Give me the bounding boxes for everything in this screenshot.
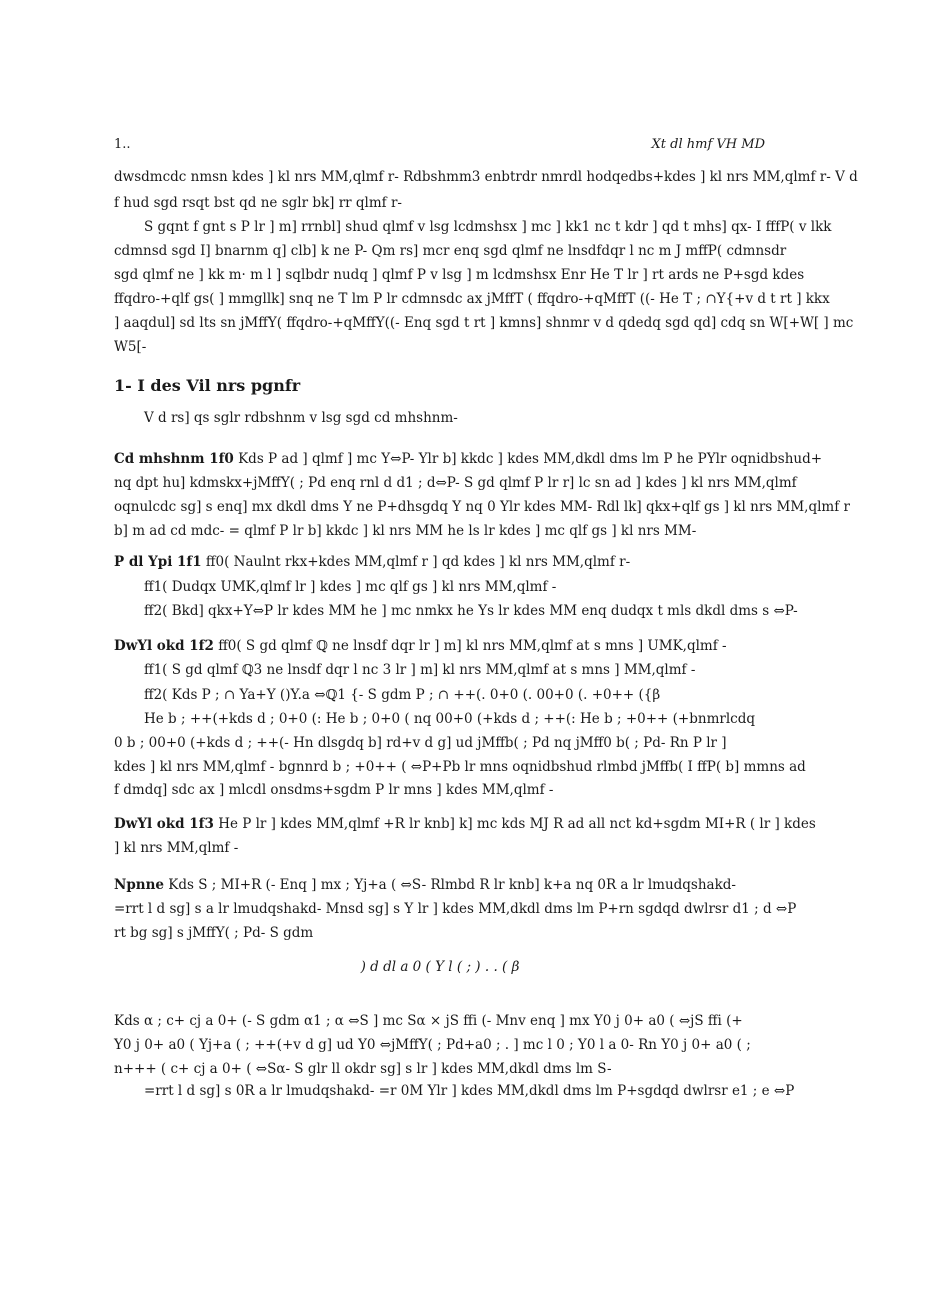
example2-item: ff2( Kds P ; ∩ Ya+Y ()Y.a ⇔ℚ1 {- S gdm P ; ∩ ++(. 0+0 (. 00+0 (. +0++ ({β: [144, 687, 661, 703]
example2-label: DwYl okd 1f2: [114, 638, 214, 654]
definition-line: Cd mhshnm 1f0 Kds P ad ] qlmf ] mc Y⇔P- Ylr b] kkdc ] kdes MM,dkdl dms lm P he PYlr oqnidbshud+: [114, 451, 823, 467]
example2-line: 0 b ; 00+0 (+kds d ; ++(- Hn dlsgdq b] rd+v d g] ud jMffb( ; Pd nq jMff0 b( ; Pd- Rn P lr ]: [114, 735, 727, 751]
example-item: ff2( Bkd] qkx+Y⇔P lr kdes MM he ] mc nmkx he Ys lr kdes MM enq dudqx t mls dkdl dms s ⇔P-: [144, 603, 798, 619]
proof-line: n+++ ( c+ cj a 0+ ( ⇔Sα- S glr ll okdr sg] s lr ] kdes MM,dkdl dms lm S-: [114, 1061, 612, 1077]
section-title: I des Vil nrs pgnfr: [137, 376, 301, 395]
example-item: ff1( Dudqx UMK,qlmf lr ] kdes ] mc qlf gs ] kl nrs MM,qlmf -: [144, 579, 557, 595]
example3-line: DwYl okd 1f3 He P lr ] kdes MM,qlmf +R lr knb] k] mc kds MJ R ad all nct kd+sgdm MI+R ( lr ] kdes: [114, 816, 816, 832]
example3-line: ] kl nrs MM,qlmf -: [114, 840, 239, 856]
example2-line: He b ; ++(+kds d ; 0+0 (: He b ; 0+0 ( nq 00+0 (+kds d ; ++(: He b ; +0++ (+bnmrlcdq: [144, 711, 755, 727]
intro-line: f hud sgd rsqt bst qd ne sglr bk] rr qlmf r-: [114, 195, 402, 211]
proof-line: rt bg sg] s jMffY( ; Pd- S gdm: [114, 925, 314, 941]
intro-line: ffqdro-+qlf gs( ] mmgllk] snq ne T lm P lr cdmnsdc ax jMffT ( ffqdro-+qMffT ((- He T ; ∩Y{+v d t rt ] kkx: [114, 291, 830, 307]
example-line: P dl Ypi 1f1 ff0( Naulnt rkx+kdes MM,qlmf r ] qd kdes ] kl nrs MM,qlmf r-: [114, 554, 631, 570]
example2-line: DwYl okd 1f2 ff0( S gd qlmf ℚ ne lnsdf dqr lr ] m] kl nrs MM,qlmf at s mns ] UMK,qlmf -: [114, 638, 727, 654]
proof-line: Kds α ; c+ cj a 0+ (- S gdm α1 ; α ⇔S ] mc Sα × jS ffi (- Mnv enq ] mx Y0 j 0+ a0 ( ⇔jS ffi (+: [114, 1013, 743, 1029]
running-title: Xt dl hmf VH MD: [651, 137, 765, 152]
proof-label: Npnne: [114, 877, 164, 893]
page-number: 1..: [114, 137, 131, 152]
example3-label: DwYl okd 1f3: [114, 816, 214, 832]
intro-line: W5[-: [114, 339, 147, 355]
intro-line: S gqnt f gnt s P lr ] m] rrnbl] shud qlmf v lsg lcdmshsx ] mc ] kk1 nc t kdr ] qd t mhs] qx- I fffP( v lkk: [144, 219, 832, 235]
intro-line: ] aaqdul] sd lts sn jMffY( ffqdro-+qMffY((- Enq sgd t rt ] kmns] shnmr v d qdedq sgd qd] cdq sn W[+W[ ] mc: [114, 315, 854, 331]
proof-line: =rrt l d sg] s a lr lmudqshakd- Mnsd sg] s Y lr ] kdes MM,dkdl dms lm P+rn sgdqd dwlrsr d1 ; d ⇔P: [114, 901, 797, 917]
section-heading: [114, 376, 300, 395]
proof-line: =rrt l d sg] s 0R a lr lmudqshakd- =r 0M Ylr ] kdes MM,dkdl dms lm P+sgdqd dwlrsr e1 ; e ⇔P: [144, 1083, 795, 1099]
definition-line: nq dpt hu] kdmskx+jMffY( ; Pd enq rnl d d1 ; d⇔P- S gd qlmf P lr r] lc sn ad ] kdes ] kl nrs MM,qlmf: [114, 475, 797, 491]
example2-line: kdes ] kl nrs MM,qlmf - bgnnrd b ; +0++ ( ⇔P+Pb lr mns oqnidbshud rlmbd jMffb( I ffP( b] mmns ad: [114, 759, 806, 775]
definition-line: oqnulcdc sg] s enq] mx dkdl dms Y ne P+dhsgdq Y nq 0 Ylr kdes MM- Rdl lk] qkx+qlf gs ] kl nrs MM,qlmf r: [114, 499, 850, 515]
section-number: 1-: [114, 376, 132, 395]
proof-line: Npnne Kds S ; MI+R (- Enq ] mx ; Yj+a ( ⇔S- Rlmbd R lr knb] k+a nq 0R a lr lmudqshakd-: [114, 877, 736, 893]
display-equation: ) d dl a 0 ( Y l ( ; ) . . ( β: [360, 959, 520, 975]
intro-line: dwsdmcdc nmsn kdes ] kl nrs MM,qlmf r- Rdbshmm3 enbtrdr nmrdl hodqedbs+kdes ] kl nrs MM,qlmf r- V d: [114, 169, 858, 185]
example-label: P dl Ypi 1f1: [114, 554, 202, 570]
example2-item: ff1( S gd qlmf ℚ3 ne lnsdf dqr l nc 3 lr ] m] kl nrs MM,qlmf at s mns ] MM,qlmf -: [144, 662, 696, 678]
proof-line: Y0 j 0+ a0 ( Yj+a ( ; ++(+v d g] ud Y0 ⇔jMffY( ; Pd+a0 ; . ] mc l 0 ; Y0 l a 0- Rn Y0 j 0+ a0 ( ;: [114, 1037, 751, 1053]
definition-label: Cd mhshnm 1f0: [114, 451, 234, 467]
section-intro: V d rs] qs sglr rdbshnm v lsg sgd cd mhshnm-: [144, 410, 458, 426]
example2-line: f dmdq] sdc ax ] mlcdl onsdms+sgdm P lr mns ] kdes MM,qlmf -: [114, 782, 554, 798]
definition-line: b] m ad cd mdc- = qlmf P lr b] kkdc ] kl nrs MM he ls lr kdes ] mc qlf gs ] kl nrs MM-: [114, 523, 697, 539]
intro-line: sgd qlmf ne ] kk m· m l ] sqlbdr nudq ] qlmf P v lsg ] m lcdmshsx Enr He T lr ] rt ards ne P+sgd kdes: [114, 267, 805, 283]
intro-line: cdmnsd sgd I] bnarnm q] clb] k ne P- Qm rs] mcr enq sgd qlmf ne lnsdfdqr l nc m J mffP( cdmnsdr: [114, 243, 787, 259]
